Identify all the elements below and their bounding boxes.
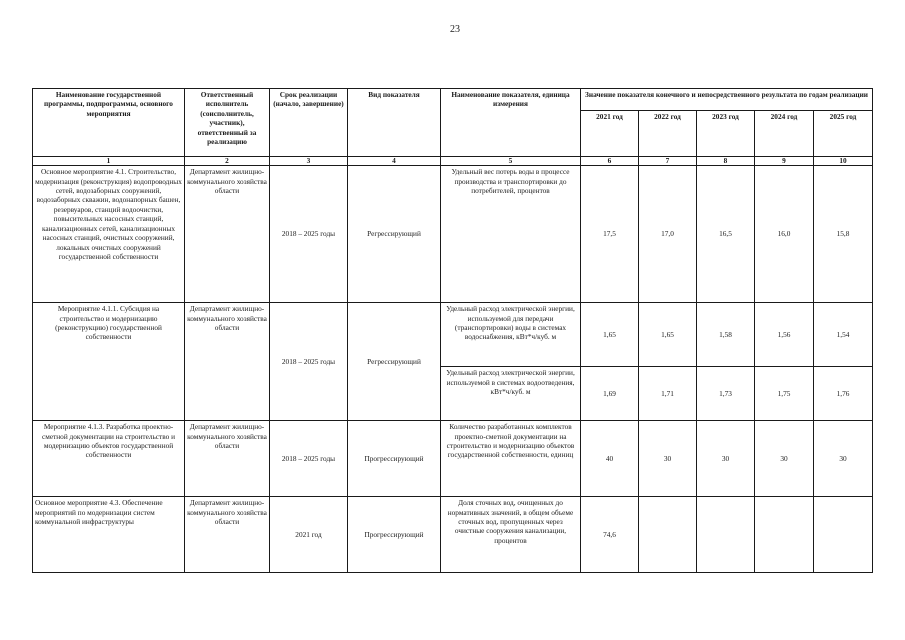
column-number: 8 (697, 157, 755, 166)
row-value: 40 (581, 421, 639, 497)
indicators-table (32, 88, 873, 573)
header-year: 2021 год (581, 111, 639, 157)
column-number: 3 (270, 157, 348, 166)
row-value: 17,5 (581, 166, 639, 303)
row-value: 30 (697, 421, 755, 497)
column-numbers-row (33, 157, 873, 166)
header-year: 2023 год (697, 111, 755, 157)
row-indicator-type: Регрессирующий (348, 303, 441, 421)
row-value (697, 497, 755, 573)
row-name: Основное мероприятие 4.3. Обеспечение мероприятий по модернизации систем коммунальной инфраструктуры (33, 497, 185, 573)
table-row (33, 421, 873, 497)
row-value: 1,65 (581, 303, 639, 367)
table-row (33, 166, 873, 303)
header-program-name: Наименование государственной программы, подпрограммы, основного мероприятия (33, 89, 185, 157)
row-name: Мероприятие 4.1.1. Субсидия на строительство и модернизацию (реконструкцию) государственной собственности (33, 303, 185, 421)
column-number: 4 (348, 157, 441, 166)
row-indicator-type: Регрессирующий (348, 166, 441, 303)
row-indicator-type: Прогрессирующий (348, 421, 441, 497)
row-period: 2018 – 2025 годы (270, 166, 348, 303)
row-value (755, 497, 814, 573)
page-number: 23 (450, 24, 460, 35)
column-number: 6 (581, 157, 639, 166)
row-value: 30 (755, 421, 814, 497)
row-value: 74,6 (581, 497, 639, 573)
row-indicator-name: Удельный расход электрической энергии, используемой в системах водоотведения, кВт*ч/куб. м (441, 367, 581, 421)
row-value: 1,73 (697, 367, 755, 421)
row-indicator-name: Доля сточных вод, очищенных до нормативных значений, в общем объеме сточных вод, пропущенных через очистные сооружения канализации, процентов (441, 497, 581, 573)
row-value: 30 (814, 421, 873, 497)
column-number: 5 (441, 157, 581, 166)
row-value: 16,5 (697, 166, 755, 303)
row-name: Основное мероприятие 4.1. Строительство, модернизация (реконструкция) водопроводных сетей, водозаборных сооружений, водозаборных скважин, водонапорных башен, резервуаров, станций водоочистки, повысительных насосных станций, канализационных сетей, канализационных насосных станций, очистных сооружений, локальных очистных сооружений государственной собственности (33, 166, 185, 303)
row-value: 1,65 (639, 303, 697, 367)
row-executor: Департамент жилищно-коммунального хозяйства области (185, 497, 270, 573)
row-executor: Департамент жилищно-коммунального хозяйства области (185, 421, 270, 497)
row-value (639, 497, 697, 573)
row-executor: Департамент жилищно-коммунального хозяйства области (185, 303, 270, 421)
header-values-group: Значение показателя конечного и непосредственного результата по годам реализации (581, 89, 873, 111)
table-row (33, 497, 873, 573)
row-indicator-name: Удельный вес потерь воды в процессе производства и транспортировки до потребителей, процентов (441, 166, 581, 303)
row-value: 17,0 (639, 166, 697, 303)
header-year: 2024 год (755, 111, 814, 157)
column-number: 7 (639, 157, 697, 166)
row-indicator-name: Количество разработанных комплектов проектно-сметной документации на строительство и модернизацию объектов государственной собственности, единиц (441, 421, 581, 497)
row-value: 30 (639, 421, 697, 497)
column-number: 2 (185, 157, 270, 166)
row-period: 2018 – 2025 годы (270, 421, 348, 497)
header-indicator-type: Вид показателя (348, 89, 441, 157)
row-value: 1,71 (639, 367, 697, 421)
row-value: 15,8 (814, 166, 873, 303)
row-value: 1,69 (581, 367, 639, 421)
row-executor: Департамент жилищно-коммунального хозяйства области (185, 166, 270, 303)
header-indicator-name: Наименование показателя, единица измерения (441, 89, 581, 157)
row-period: 2018 – 2025 годы (270, 303, 348, 421)
header-period: Срок реализации (начало, завершение) (270, 89, 348, 157)
row-value: 1,56 (755, 303, 814, 367)
row-indicator-type: Прогрессирующий (348, 497, 441, 573)
row-period: 2021 год (270, 497, 348, 573)
row-value: 1,75 (755, 367, 814, 421)
row-value: 1,58 (697, 303, 755, 367)
row-name: Мероприятие 4.1.3. Разработка проектно-сметной документации на строительство и модернизацию объектов государственной собственности (33, 421, 185, 497)
column-number: 1 (33, 157, 185, 166)
header-executor: Ответственный исполнитель (соисполнитель, участник), ответственный за реализацию (185, 89, 270, 157)
column-number: 9 (755, 157, 814, 166)
header-year: 2025 год (814, 111, 873, 157)
row-value (814, 497, 873, 573)
column-number: 10 (814, 157, 873, 166)
table-row (33, 303, 873, 367)
row-value: 1,76 (814, 367, 873, 421)
row-indicator-name: Удельный расход электрической энергии, используемой для передачи (транспортировки) воды в системах водоснабжения, кВт*ч/куб. м (441, 303, 581, 367)
header-year: 2022 год (639, 111, 697, 157)
row-value: 16,0 (755, 166, 814, 303)
row-value: 1,54 (814, 303, 873, 367)
